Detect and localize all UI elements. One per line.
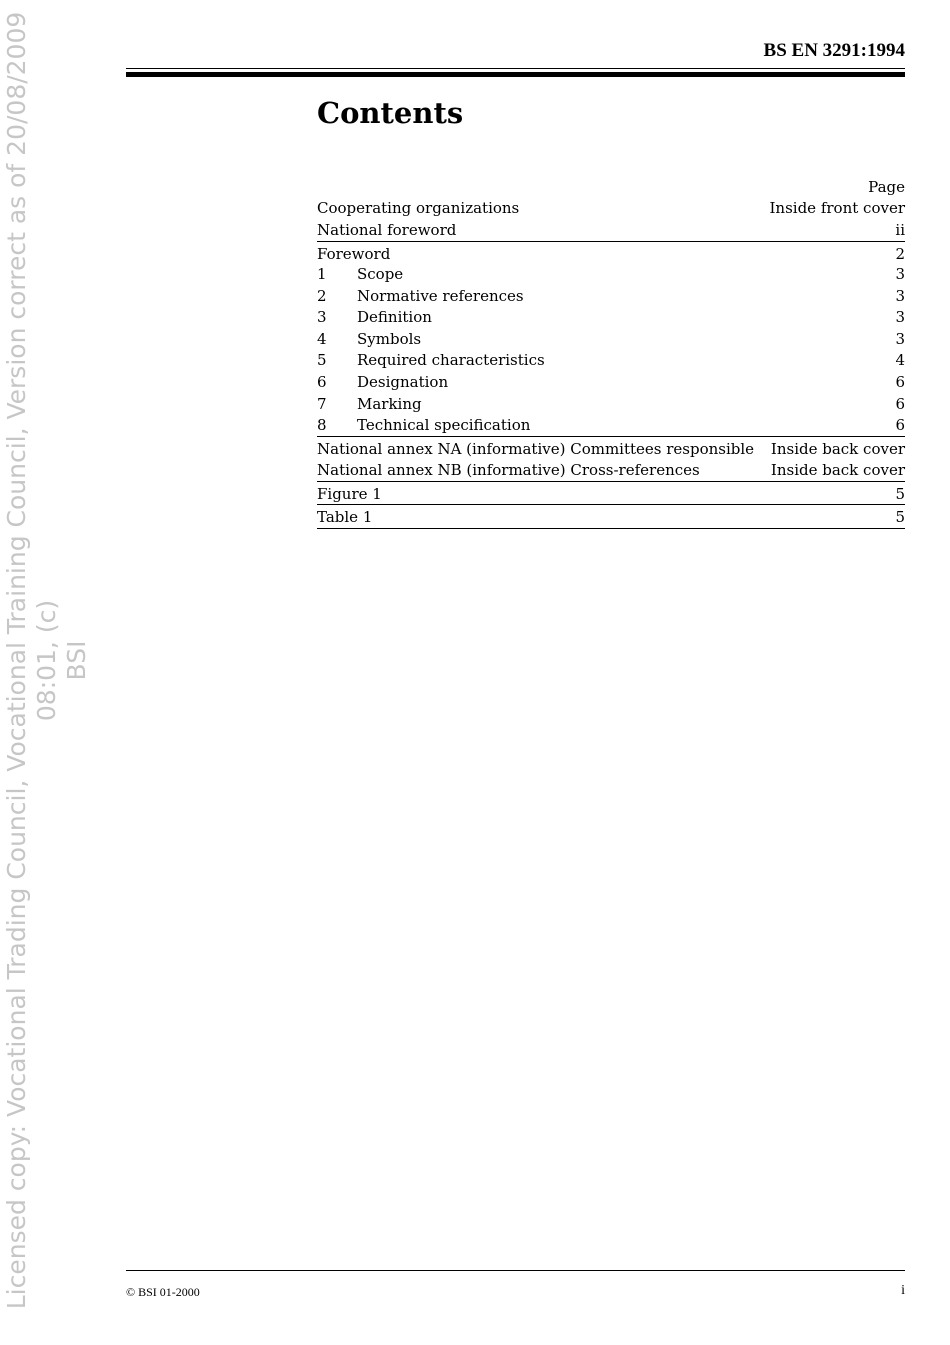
toc-title: Table 1: [317, 508, 373, 527]
toc-row[interactable]: [317, 394, 905, 416]
toc-title: National annex NB (informative) Cross-references: [317, 460, 700, 479]
table-of-contents: [317, 177, 905, 529]
toc-title: Foreword: [317, 244, 391, 263]
toc-row[interactable]: [317, 264, 905, 286]
header-rule-thick: [126, 72, 905, 77]
toc-number: 4: [317, 329, 327, 348]
toc-title: National foreword: [317, 220, 457, 239]
toc-row[interactable]: [317, 437, 905, 460]
header-rule-thin: [126, 68, 905, 69]
toc-page: 4: [895, 351, 905, 370]
toc-title: Marking: [357, 394, 422, 413]
toc-page: 6: [895, 416, 905, 435]
toc-page: 6: [895, 394, 905, 413]
toc-number: 2: [317, 286, 327, 305]
toc-row[interactable]: [317, 372, 905, 394]
toc-title: National annex NA (informative) Committees responsible: [317, 440, 755, 459]
toc-row[interactable]: [317, 286, 905, 308]
toc-page-header: Page: [868, 178, 905, 196]
toc-page: 3: [895, 308, 905, 327]
toc-page: 3: [895, 265, 905, 284]
toc-title: Figure 1: [317, 484, 382, 503]
page-title: Contents: [317, 96, 464, 130]
footer-rule: [126, 1270, 905, 1271]
toc-number: 1: [317, 265, 327, 284]
toc-page: 5: [895, 508, 905, 527]
toc-page: ii: [895, 220, 905, 239]
page-number: i: [901, 1283, 905, 1298]
toc-title: Definition: [357, 308, 432, 327]
document-code: BS EN 3291:1994: [763, 40, 905, 61]
toc-page: Inside front cover: [769, 199, 905, 217]
copyright-notice: © BSI 01-2000: [126, 1285, 200, 1299]
toc-number: 5: [317, 351, 327, 370]
toc-number: 8: [317, 416, 327, 435]
toc-page: 3: [895, 286, 905, 305]
toc-title: Cooperating organizations: [317, 199, 520, 217]
toc-title: Scope: [357, 265, 404, 284]
toc-row[interactable]: [317, 482, 905, 506]
toc-title: Normative references: [357, 286, 524, 305]
toc-title: Symbols: [357, 329, 422, 348]
toc-title: Required characteristics: [357, 351, 545, 370]
license-watermark: Licensed copy: Vocational Trading Council, Vocational Training Council, Version correct as of 20/08/2009 08:01, (c) BSI: [2, 11, 91, 1310]
toc-number: 7: [317, 394, 327, 413]
toc-page: Inside back cover: [770, 460, 905, 479]
toc-title: Technical specification: [357, 416, 531, 435]
toc-row[interactable]: [317, 350, 905, 372]
toc-row[interactable]: [317, 220, 905, 242]
toc-row[interactable]: [317, 460, 905, 482]
toc-page: 3: [895, 329, 905, 348]
toc-row[interactable]: [317, 242, 905, 265]
toc-row[interactable]: [317, 415, 905, 437]
toc-row[interactable]: [317, 505, 905, 529]
toc-title: Designation: [357, 373, 449, 392]
toc-row[interactable]: [317, 307, 905, 329]
toc-number: 3: [317, 308, 327, 327]
toc-page: 5: [895, 484, 905, 503]
toc-row[interactable]: [317, 329, 905, 351]
toc-page: Inside back cover: [770, 440, 905, 459]
toc-row[interactable]: [317, 198, 905, 220]
toc-number: 6: [317, 373, 327, 392]
toc-page: 2: [895, 244, 905, 263]
toc-page: 6: [895, 373, 905, 392]
